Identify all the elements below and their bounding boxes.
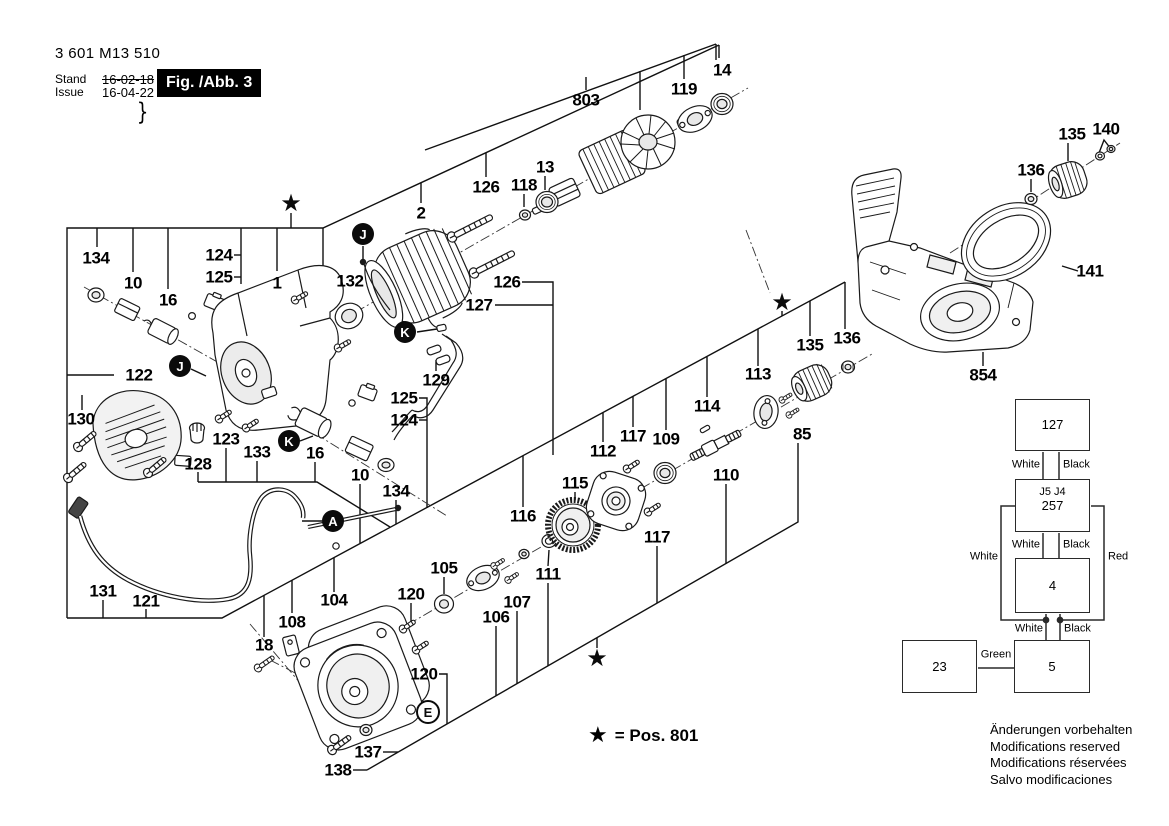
part-callout-803: 803 [572,90,600,110]
star-icon: ★ [588,722,608,747]
part-callout-135: 135 [1058,124,1086,144]
footer-line: Modifications réservées [990,755,1127,770]
part-callout-113: 113 [744,364,772,384]
document-part-number: 3 601 M13 510 [55,45,161,62]
part-callout-85: 85 [792,424,812,444]
part-callout-120: 120 [397,584,425,604]
part-callout-120: 120 [410,664,438,684]
assembly-marker-K: K [394,321,416,343]
part-callout-130: 130 [67,409,95,429]
issue-label: Issue [55,85,84,100]
wire-label-white: White [1014,622,1043,635]
assembly-marker-K: K [278,430,300,452]
part-callout-2: 2 [416,203,426,223]
part-callout-16: 16 [305,443,325,463]
wiring-box-number: 4 [1048,577,1057,593]
part-callout-122: 122 [125,365,153,385]
stand-label: Stand [55,72,87,86]
part-callout-121: 121 [132,591,160,611]
part-callout-134: 134 [382,481,410,501]
part-callout-124: 124 [390,410,418,430]
wire-label-black: Black [1064,622,1091,635]
part-callout-118: 118 [510,175,538,195]
part-callout-119: 119 [670,79,698,99]
part-callout-125: 125 [205,267,233,287]
part-callout-111: 111 [535,564,561,584]
title-block [55,45,253,126]
assembly-marker-J: J [169,355,191,377]
stand-date: 16-02-18 [102,72,155,87]
part-callout-854: 854 [969,365,997,385]
part-callout-134: 134 [82,248,110,268]
part-callout-123: 123 [212,429,240,449]
assembly-marker-E: E [416,700,440,724]
part-callout-115: 115 [561,473,589,493]
part-callout-10: 10 [350,465,370,485]
part-callout-116: 116 [509,506,537,526]
star-icon: ★ [280,190,302,217]
part-callout-133: 133 [243,442,271,462]
part-callout-137: 137 [354,742,382,762]
wiring-box-number: 23 [932,658,947,674]
wire-label-white: White [1011,458,1040,471]
part-callout-140: 140 [1092,119,1120,139]
wire-label-white: White [1011,538,1040,551]
part-callout-14: 14 [712,60,732,80]
wiring-box-number: 5 [1048,658,1056,674]
part-callout-135: 135 [796,335,824,355]
part-callout-10: 10 [123,273,143,293]
part-callout-105: 105 [430,558,458,578]
legend-text: = Pos. 801 [614,725,699,745]
part-callout-125: 125 [390,388,418,408]
part-callout-108: 108 [278,612,306,632]
star-icon: ★ [586,645,608,672]
part-callout-126: 126 [472,177,500,197]
part-callout-138: 138 [324,760,352,780]
part-callout-104: 104 [320,590,348,610]
star-icon: ★ [771,289,793,316]
wiring-box-number: 127 [1041,417,1064,433]
part-callout-109: 109 [652,429,680,449]
assembly-marker-A: A [322,510,344,532]
modifications-notice [990,722,1132,788]
wire-label-green: Green [980,648,1012,661]
star-legend [588,724,698,746]
footer-line: Modifications reserved [990,738,1121,754]
part-callout-126: 126 [493,272,521,292]
part-callout-131: 131 [89,581,117,601]
part-callout-128: 128 [184,454,212,474]
wiring-box-127 [1015,399,1090,451]
part-callout-132: 132 [336,271,364,291]
part-callout-1: 1 [272,273,282,293]
assembly-marker-J: J [352,223,374,245]
wire-label-black: Black [1063,458,1090,471]
part-callout-18: 18 [254,635,274,655]
wiring-box-23 [902,640,977,693]
part-callout-136: 136 [1017,160,1045,180]
wire-label-white: White [969,550,998,563]
part-callout-117: 117 [619,426,647,446]
footer-line: Änderungen vorbehalten [990,722,1133,737]
wire-label-black: Black [1063,538,1090,551]
part-callout-110: 110 [712,465,740,485]
part-callout-117: 117 [643,527,671,547]
part-callout-16: 16 [158,290,178,310]
part-callout-114: 114 [693,396,721,416]
footer-line: Salvo modificaciones [990,771,1113,787]
part-callout-107: 107 [503,592,531,612]
wiring-box-257 [1015,479,1090,532]
part-callout-124: 124 [205,245,233,265]
part-callout-13: 13 [535,157,555,177]
part-callout-136: 136 [833,328,861,348]
figure-number-box: Fig. /Abb. 3 [157,69,261,97]
part-callout-127: 127 [465,295,493,315]
part-callout-106: 106 [482,607,510,627]
part-callout-141: 141 [1076,261,1104,281]
wire-label-red: Red [1108,550,1129,563]
wiring-box-sub-label: J5 J4 [1039,486,1066,498]
wiring-box-4 [1015,558,1090,613]
brace-glyph: } [136,98,149,126]
wiring-box-5 [1014,640,1090,693]
part-callout-129: 129 [422,370,450,390]
issue-date: 16-04-22 [102,85,155,101]
wiring-box-number: 257 [1041,497,1064,513]
part-callout-112: 112 [589,441,617,461]
